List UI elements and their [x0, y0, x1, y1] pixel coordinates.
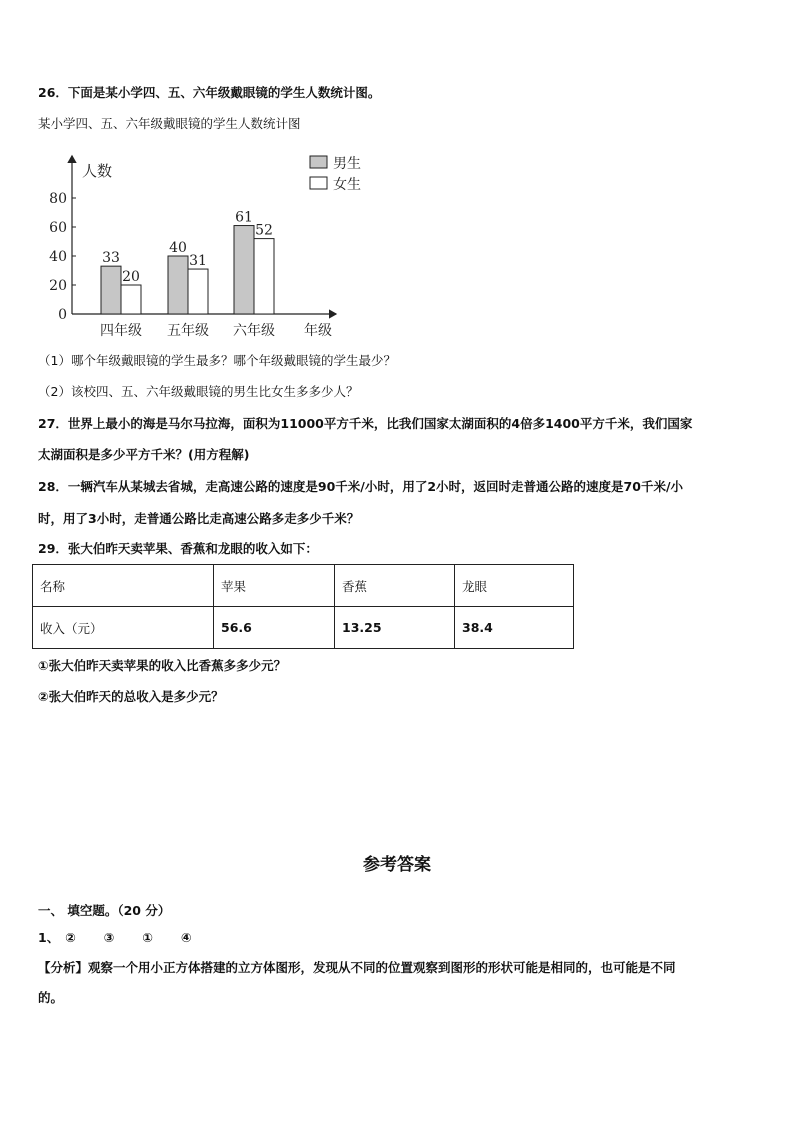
income-table — [32, 564, 574, 649]
legend-swatch — [310, 156, 327, 168]
row-label-income: 收入（元） — [33, 607, 214, 649]
header-cell-banana: 香蕉 — [335, 565, 455, 607]
header-cell-name: 名称 — [33, 565, 214, 607]
y-tick-label: 0 — [58, 307, 67, 323]
answer-key-heading: 参考答案 — [363, 855, 431, 875]
bar-chart — [40, 148, 380, 344]
question-28-line2: 时，用了3小时，走普通公路比走高速公路多走多少千米？ — [38, 511, 360, 526]
y-axis-label: 人数 — [82, 162, 113, 180]
legend-swatch — [310, 177, 327, 189]
x-tick-label: 六年级 — [233, 323, 275, 339]
answer-1 — [38, 930, 192, 946]
legend-label: 女生 — [333, 177, 361, 193]
header-cell-longan: 龙眼 — [455, 565, 574, 607]
table-row — [33, 607, 574, 649]
y-tick-label: 20 — [49, 278, 67, 294]
bar-girls — [254, 239, 274, 314]
question-29-part2: ②张大伯昨天的总收入是多少元？ — [38, 689, 224, 704]
table-header-row — [33, 565, 574, 607]
x-tick-label: 五年级 — [167, 323, 209, 339]
value-longan: 38.4 — [455, 607, 574, 649]
analysis-line2: 的。 — [38, 990, 64, 1005]
y-tick-label: 80 — [49, 191, 67, 207]
data-label: 61 — [235, 209, 253, 226]
question-26-part2: （2）该校四、五、六年级戴眼镜的男生比女生多多少人？ — [38, 384, 359, 399]
analysis-line1: 【分析】观察一个用小正方体搭建的立方体图形，发现从不同的位置观察到图形的形状可能是相同的，也可能是不同 — [38, 960, 676, 975]
data-label: 20 — [122, 269, 140, 285]
bar-boys — [234, 226, 254, 314]
y-tick-label: 60 — [49, 220, 67, 236]
question-29: 29．张大伯昨天卖苹果、香蕉和龙眼的收入如下： — [38, 541, 318, 556]
x-axis-label: 年级 — [304, 323, 332, 339]
y-tick-label: 40 — [49, 249, 67, 265]
section-fill-in: 一、 填空题。（20 分） — [38, 903, 171, 918]
answer-1-item: ① — [142, 930, 153, 945]
value-banana: 13.25 — [335, 607, 455, 649]
data-label: 52 — [255, 222, 273, 239]
x-tick-label: 四年级 — [100, 323, 142, 339]
question-28-line1: 28．一辆汽车从某城去省城，走高速公路的速度是90千米/小时，用了2小时，返回时走普通公路的速度是70千米/小 — [38, 479, 684, 494]
bar-boys — [101, 266, 121, 314]
bar-boys — [168, 256, 188, 314]
question-26-part1: （1）哪个年级戴眼镜的学生最多？哪个年级戴眼镜的学生最少？ — [38, 353, 396, 368]
question-27-line1: 27．世界上最小的海是马尔马拉海，面积为11000平方千米，比我们国家太湖面积的4倍多1400平方千米，我们国家 — [38, 416, 693, 431]
data-label: 31 — [189, 253, 207, 270]
data-label: 40 — [169, 240, 187, 256]
question-29-part1: ①张大伯昨天卖苹果的收入比香蕉多多少元？ — [38, 658, 287, 673]
value-apple: 56.6 — [214, 607, 335, 649]
answer-1-label: 1、 — [38, 930, 60, 945]
chart-title: 某小学四、五、六年级戴眼镜的学生人数统计图 — [38, 116, 301, 131]
header-cell-apple: 苹果 — [214, 565, 335, 607]
bar-girls — [188, 269, 208, 314]
legend-label: 男生 — [333, 156, 361, 172]
answer-1-item: ③ — [103, 930, 115, 945]
bar-girls — [121, 285, 141, 314]
answer-1-item: ④ — [180, 930, 192, 945]
question-26: 26．下面是某小学四、五、六年级戴眼镜的学生人数统计图。 — [38, 85, 381, 100]
question-27-line2: 太湖面积是多少平方千米？(用方程解) — [38, 447, 250, 462]
data-label: 33 — [102, 250, 120, 267]
answer-1-item: ② — [65, 930, 76, 945]
